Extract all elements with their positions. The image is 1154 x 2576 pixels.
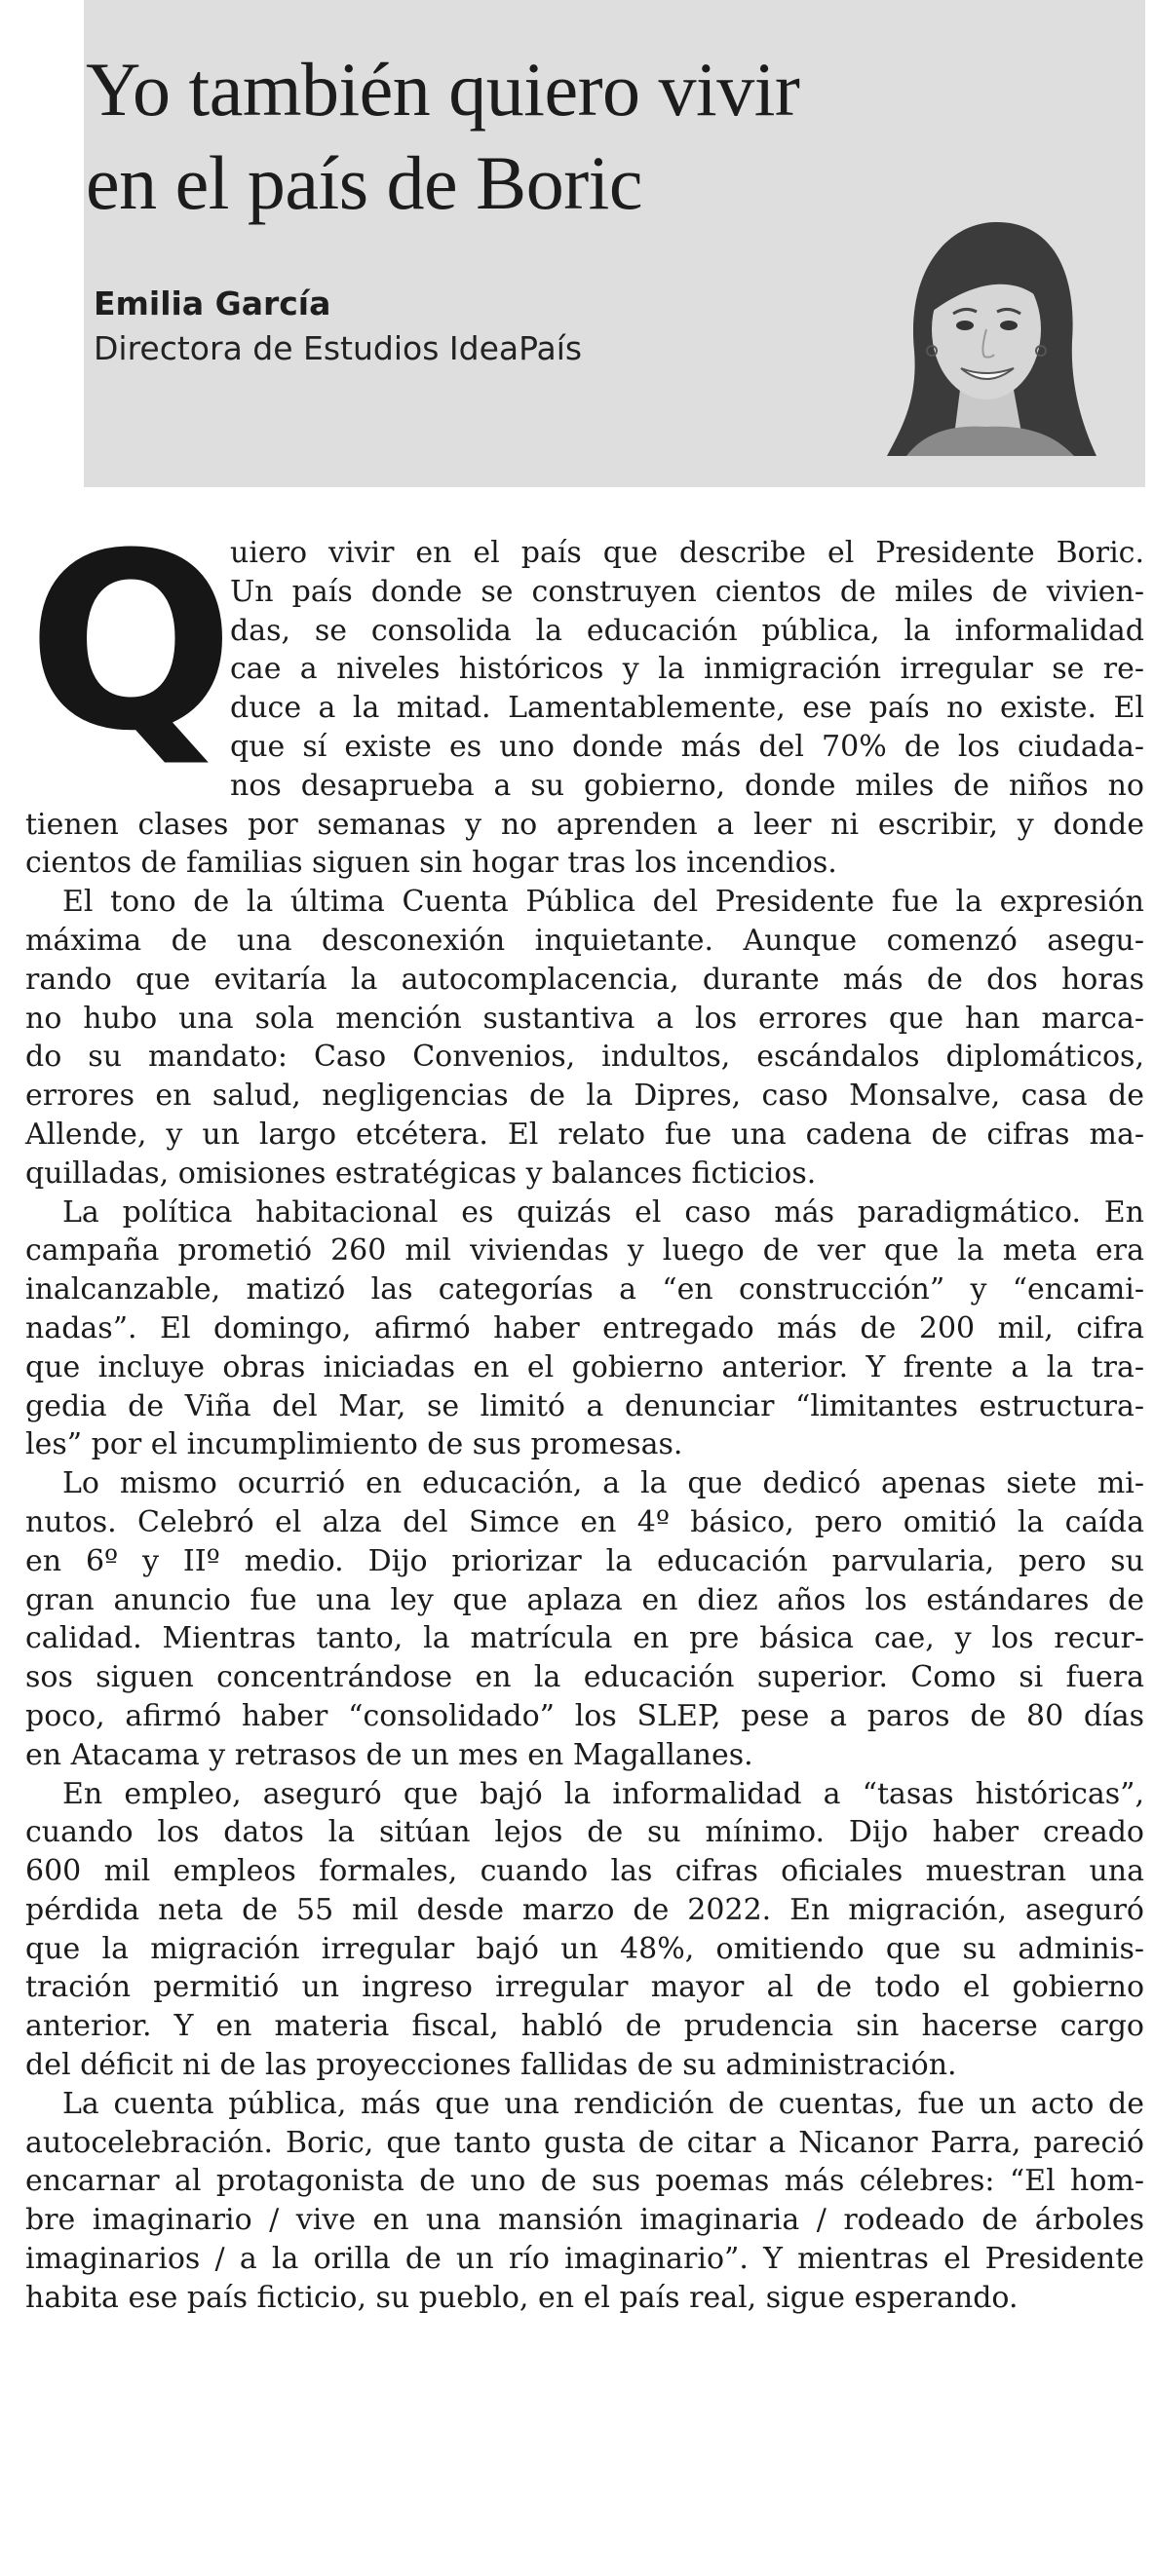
body-line: campaña prometió 260 mil viviendas y luego de ver que la meta era (25, 1233, 1144, 1269)
body-line: En empleo, aseguró que bajó la informalidad a “tasas históricas”, (62, 1776, 1144, 1811)
body-line: uiero vivir en el país que describe el Presidente Boric. (230, 536, 1144, 570)
body-line: tración permitió un ingreso irregular mayor al de todo el gobierno (25, 1970, 1144, 2005)
body-line: bre imaginario / vive en una mansión imaginaria / rodeado de árboles (25, 2203, 1144, 2238)
body-line: máxima de una desconexión inquietante. Aunque comenzó asegu- (25, 923, 1144, 958)
body-line: poco, afirmó haber “consolidado” los SLEP, pese a paros de 80 días (25, 1698, 1144, 1733)
body-line: cae a niveles históricos y la inmigración irregular se re- (230, 652, 1144, 687)
body-line: en 6º y IIº medio. Dijo priorizar la educación parvularia, pero su (25, 1543, 1144, 1578)
body-line: en Atacama y retrasos de un mes en Magallanes. (25, 1737, 753, 1772)
headline (86, 43, 963, 230)
author-role: Directora de Estudios IdeaPaís (94, 329, 583, 367)
body-line: rando que evitaría la autocomplacencia, durante más de dos horas (25, 962, 1144, 997)
body-line: cuando los datos la sitúan lejos de su mínimo. Dijo haber creado (25, 1815, 1144, 1850)
body-line: do su mandato: Caso Convenios, indultos, escándalos diplomáticos, (25, 1040, 1144, 1075)
body-line: nos desaprueba a su gobierno, donde miles de niños no (230, 768, 1144, 803)
body-line: Allende, y un largo etcétera. El relato fue una cadena de cifras ma- (25, 1117, 1144, 1152)
body-line: inalcanzable, matizó las categorías a “en construcción” y “encami- (25, 1272, 1144, 1307)
body-line: no hubo una sola mención sustantiva a los errores que han marca- (25, 1001, 1144, 1036)
body-line: errores en salud, negligencias de la Dipres, caso Monsalve, casa de (25, 1079, 1144, 1114)
body-line: La política habitacional es quizás el caso más paradigmático. En (62, 1194, 1144, 1230)
body-line: das, se consolida la educación pública, la informalidad (230, 613, 1144, 648)
body-line: imaginarios / a la orilla de un río imaginario”. Y mientras el Presidente (25, 2242, 1144, 2277)
body-line: El tono de la última Cuenta Pública del Presidente fue la expresión (62, 885, 1144, 920)
body-line: del déficit ni de las proyecciones fallidas de su administración. (25, 2048, 957, 2083)
author-portrait (867, 205, 1101, 458)
body-line: gedia de Viña del Mar, se limitó a denunciar “limitantes estructura- (25, 1388, 1144, 1423)
article-body (25, 534, 1144, 2318)
body-line: anterior. Y en materia fiscal, habló de prudencia sin hacerse cargo (25, 2009, 1144, 2044)
body-line: que la migración irregular bajó un 48%, omitiendo que su adminis- (25, 1931, 1144, 1966)
body-line: habita ese país ficticio, su pueblo, en el país real, sigue esperando. (25, 2280, 1019, 2315)
body-line: encarnar al protagonista de uno de sus poemas más célebres: “El hom- (25, 2164, 1144, 2199)
body-line: les” por el incumplimiento de sus promesas. (25, 1427, 683, 1462)
body-line: cientos de familias siguen sin hogar tras los incendios. (25, 846, 837, 881)
body-line: 600 mil empleos formales, cuando las cifras oficiales muestran una (25, 1854, 1144, 1889)
drop-cap: Q (27, 501, 235, 784)
body-line: nadas”. El domingo, afirmó haber entregado más de 200 mil, cifra (25, 1310, 1144, 1345)
body-line: autocelebración. Boric, que tanto gusta de citar a Nicanor Parra, pareció (25, 2125, 1144, 2160)
body-line: La cuenta pública, más que una rendición de cuentas, fue un acto de (62, 2086, 1144, 2121)
body-line: pérdida neta de 55 mil desde marzo de 2022. En migración, aseguró (25, 1892, 1144, 1927)
headline-line: en el país de Boric (86, 140, 642, 225)
body-line: duce a la mitad. Lamentablemente, ese país no existe. El (230, 691, 1144, 726)
body-line: gran anuncio fue una ley que aplaza en diez años los estándares de (25, 1582, 1144, 1617)
author-name: Emilia García (94, 284, 331, 322)
headline-line: Yo también quiero vivir (86, 47, 800, 132)
body-line: que sí existe es uno donde más del 70% de los ciudada- (230, 729, 1144, 764)
body-line: calidad. Mientras tanto, la matrícula en pre básica cae, y los recur- (25, 1621, 1144, 1656)
body-line: que incluye obras iniciadas en el gobierno anterior. Y frente a la tra- (25, 1349, 1144, 1384)
body-line: sos siguen concentrándose en la educación superior. Como si fuera (25, 1660, 1144, 1695)
body-line: tienen clases por semanas y no aprenden a leer ni escribir, y donde (25, 807, 1144, 842)
body-line: nutos. Celebró el alza del Simce en 4º básico, pero omitió la caída (25, 1504, 1144, 1539)
body-line: quilladas, omisiones estratégicas y balances ficticios. (25, 1155, 817, 1191)
body-line: Lo mismo ocurrió en educación, a la que dedicó apenas siete mi- (62, 1466, 1144, 1501)
body-line: Un país donde se construyen cientos de miles de vivien- (230, 574, 1144, 609)
